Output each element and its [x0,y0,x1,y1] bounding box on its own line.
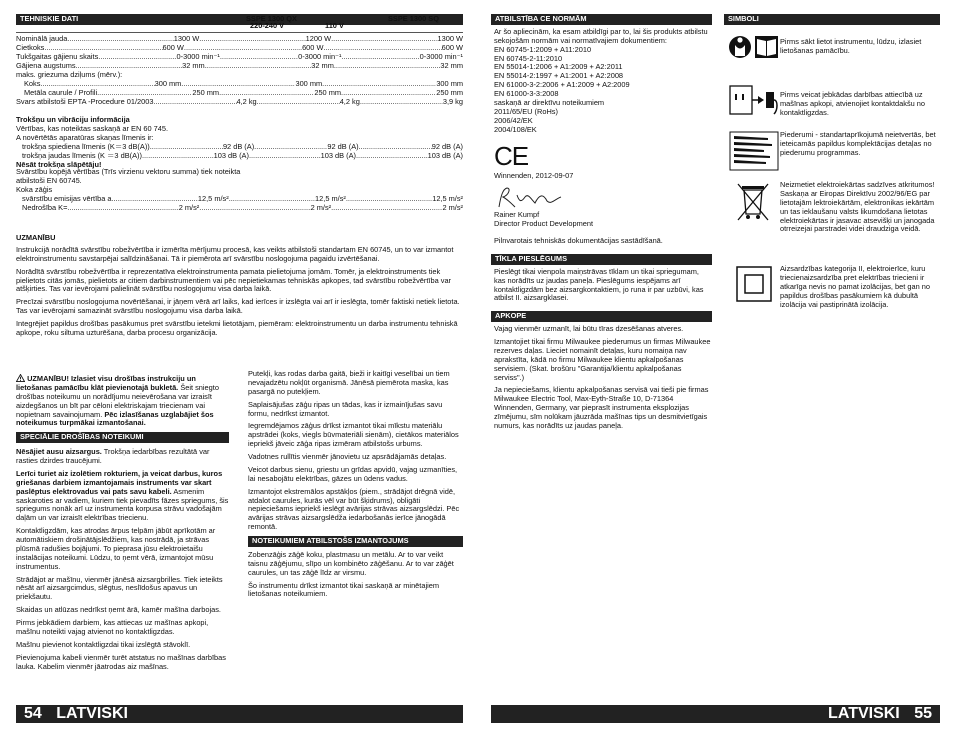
vibration-intro: Svārstību kopējā vērtības (Trīs virzienu vektoru summa) tiek noteikta atbilstoši EN 60745. [16,167,241,185]
spec-table [16,35,463,107]
dust-paragraph: Putekļi, kas rodas darba gaitā, bieži ir kaitīgi veselībai un tiem nevajadzētu nokļūt organismā. Jānēsā piemērota maska, kas pasargā no putekļiem. [248,369,450,396]
spec-row-label: Svars atbilstoši EPTA -Procedure 01/2003 [16,97,154,106]
symbol-text-unplug: Pirms veicat jebkādas darbības attiecībā uz mašīnas apkopi, atvienojiet kontaktdakšu no kontaktligzdas. [780,90,926,117]
ce-norm-item: 2011/65/EU (RoHs) [494,106,558,116]
special-p2-bold: Lerīci turiet aiz izolētiem rokturiem, ja veicat darbus, kuros griešanas darbiem izmantojamais instruments var skart paslēptus elektrovadus vai pats savu kabeli. [16,468,223,496]
spec-row-leader [199,35,305,44]
noise-row-value-1: 103 dB (A) [213,150,249,160]
right-language: LATVISKI [828,705,900,722]
caution-paragraph-4: Integrējiet papildus drošības pasākumus pret svārstību ietekmi lietotājam, piemēram: elektroinstrumentu un darba instrumentu tehniskā apkope, roku siltuma uzturēšana, darba procesu organizācija. [16,319,458,337]
ce-norms-list [491,46,712,135]
spec-row-value-1: 600 W [162,43,184,52]
spec-row [16,62,463,71]
special-p1-text: Trokšņa iedarbības rezultātā var rasties dzirdes traucējumi. [16,447,210,465]
spec-row [16,35,463,44]
spec-row-leader [67,35,173,44]
special-paragraph-3: Kontaktligzdām, kas atrodas ārpus telpām jābūt aprīkotām ar automātiskiem drošinātājslēdžiem, kas nostrādā, ja strāvas plūsmā radušies bojājumi. To pieprasa jūsu elektroietaišu instalācijas noteikumi. Lūdzu, to ņemt vērā, izmantojot mūsu instrumentus. [16,526,216,571]
spec-row-value-2: 300 mm [295,79,323,88]
spec-row-heading: maks. griezuma dziļums (mērv.): [16,71,123,79]
symbol-text-class-ii: Aizsardzības kategorija II, elektroierīce, kuru triecienaizsardzība pret elektrības triecieni ir atkarīga nevis no pamat izolācijas, bet gan no papildus drošības pasākumiem kā dubultā izolācija vai pastiprinātā izolācija. [780,264,930,309]
maintenance-title: APKOPE [495,311,527,321]
spec-row-value-3: 300 mm [436,79,464,88]
spec-row [16,98,463,107]
noise-row-leader [249,152,321,161]
special-safety-header [16,432,229,443]
left-language: LATVISKI [56,705,128,722]
hearing-protection-note: Nēsāt trokšņa slāpētāju! [16,159,102,169]
vibration-row-value-1: 12,5 m/s² [197,193,229,203]
spec-row-value-2: 32 mm [311,61,334,70]
right-footer-bar [491,705,940,723]
special-paragraph-8: Pievienojuma kabeli vienmēr turēt atstatus no mašīnas darbības lauka. Kabelim vienmēr jāatrodas aiz mašīnas. [16,652,226,671]
caution-paragraph-2: Norādītā svārstību robežvērtība ir reprezentatīva elektroinstrumenta pamata pielietojuma jomām. Tomēr, ja elektroinstruments tiek pielietots citās jomās, pielietots ar citiem darbinstrumentiem vai pēc nepietiekamas tehniskās apkopes, tad svārstību robežvērtība var atšķirties. Tas var ievērojami palielināt svārstību noslogojumu visa darba laikā. [16,266,452,294]
spec-row-label: Nominālā jauda [16,34,68,43]
intended-paragraph-1: Zobenzāģis zāģē koku, plastmasu un metālu. Ar to var veikt taisnu zāģējumu, slīpo un kombinēto zāģēšanu. Ar to var zāģēt caurules, un tas zāģē līdz ar virsmu. [248,549,454,577]
caution-paragraph-3: Precīzai svārstību noslogojuma novērtēšanai, ir jāņem vērā arī laiks, kad ierīces ir izslēgta vai arī ir ieslēgta, tomēr faktiski netiek lietota. Tas var ievērojami samazināt svārstību noslogojumu visa darba laikā. [16,297,460,316]
tech-divider [16,32,463,33]
ce-norm-item: saskaņā ar direktīvu noteikumiem [494,97,605,107]
right-page-number: 55 [914,705,932,722]
ce-norm-item: EN 61000-3-2:2006 + A1:2009 + A2:2009 [494,80,630,90]
vibration-row-leader [229,195,315,204]
vibration-row [16,204,463,213]
vibration-row-leader [331,204,442,213]
mains-header [491,254,712,265]
symbols-header [724,14,940,25]
vibration-row-leader [67,204,178,213]
vibration-row-value-1: 2 m/s² [178,202,200,212]
ce-title: ATBILSTĪBA CE NORMĀM [495,14,587,23]
spec-row-leader [331,35,437,44]
vibration-rows [16,195,463,213]
spec-row-leader [360,98,443,107]
ce-norm-item: EN 55014-2:1997 + A1:2001 + A2:2008 [494,71,624,81]
vibration-row-label: svārstību emisijas vērtība a [22,193,112,203]
ce-norm-item: 2004/108/EK [494,124,537,134]
spec-row-value-3: 3,9 kg [442,97,463,106]
spec-row-value-3: 600 W [441,43,463,52]
warning-paragraph [16,374,229,428]
warning-text: Šeit sniegto drošības noteikumu un norādījumu neievērošana var izraisīt aizdegšanos un bīt par cēloni elektriskajam triecienam vai nopietnam savainojumam. [16,382,219,419]
class-ii-icon [728,264,780,304]
maintenance-paragraph-2: Izmantojiet tikai firmu Milwaukee piederumus un firmas Milwaukee rezerves daļas. Lieciet nomainīt detaļas, kuru nomaiņa nav aprakstīta, kādā no firmu Milwaukee klientu apkalpošanas servisiem. (Skat. brošūru "Garantija/klientu apkalpošanas serviss".) [494,337,711,382]
spec-row-value-3: 0-3000 min⁻¹ [419,52,463,61]
ce-norm-item: 2006/42/EK [494,115,533,125]
spec-row-value-3: 1300 W [437,34,463,43]
weee-bin-icon [728,180,780,224]
vibration-row-value-3: 2 m/s² [442,202,463,212]
signature-image [495,185,575,211]
spec-row-leader [220,53,298,62]
noise-row-value-2: 92 dB (A) [327,141,359,151]
model-col3-name: SSPE 1300 SQ [388,14,439,23]
noise-row-leader [359,143,432,152]
caution-paragraph-1: Instrukcijā norādītā svārstību robežvērtība ir izmērīta mērījumu procesā, kas veikts atbilstoši standartam EN 60745, un to var izmantot elektroinstrumentu savstarpējai salīdzināšanai. Tā ir piemērota arī svārstību noslogojuma pagaidu izvērtēšanai. [16,244,454,263]
spec-row-value-2: 4,2 kg [339,97,360,106]
special-paragraph-1 [16,448,229,466]
spec-row [16,53,463,62]
symbol-text-weee: Neizmetiet elektroiekārtas sadzīves atkritumos! Saskaņa ar Eiropas Direktīvu 2002/96/EG par lietotajām lektroiekārtām, elektronikas iekārtām un tas ieklaušanu valsts likumdošana lietotas elektroiekārtas ir jasavac atsevišķi un janogada otrreizejai parstradei videi draudziga veidā. [780,180,935,234]
ce-norm-item: EN 61000-3-3:2008 [494,89,559,98]
model-col1-voltage: 220-240 V [250,21,285,30]
vibration-row [16,195,463,204]
ce-norm-item: EN 55014-1:2006 + A1:2009 + A2:2011 [494,62,623,72]
caution-section [16,234,463,342]
signer-title: Director Product Development [494,219,593,229]
noise-row-leader [356,152,428,161]
vibration-row-leader [199,204,310,213]
spec-row-leader [341,53,419,62]
safety-column-left [16,374,229,675]
saw-blades-icon [728,130,780,172]
spec-row-value-1: 1300 W [173,34,200,43]
noise-row-leader [142,152,214,161]
noise-section [16,116,463,170]
extreme-paragraph: Izmantojot ekstremālos apstākļos (piem., strādājot drēgnā vidē, atdalot caurules, kurās vēl var būt šķidrums), obligāti nepieciešams iepriekš ieslēgt avārijas strāvas aizsargslēdzi. Pēc avārijas strāvas aizsargslēdža iedarbošanās ierīce jānogādā remontā. [248,486,460,532]
spec-row-value-1: 250 mm [192,88,220,97]
unplug-icon [728,82,780,118]
symbols-title: SIMBOLI [728,14,759,23]
ce-mark-text: CE [494,141,529,172]
spec-row-label: Cietkoks [16,43,45,52]
mains-title: TĪKLA PIESLĒGUMS [495,253,567,263]
intended-use-title: NOTEIKUMIEM ATBILSTOŠS IZMANTOJUMS [252,536,409,545]
ce-column [491,14,712,435]
vibration-row-label: Nedrošība K= [22,202,68,212]
symbol-text-read-manual: Pirms sākt lietot instrumentu, lūdzu, izlasiet lietošanas pamācību. [780,37,922,55]
tech-data-title: TEHNISKIE DATI [20,14,79,23]
noise-row-leader [254,143,327,152]
spec-row-leader [76,62,183,71]
model-col1-name: SSPE 1300 QX [246,14,297,23]
spec-row-label: Gājiena augstums [16,61,76,70]
noise-row-value-2: 103 dB (A) [320,150,356,160]
spec-row-leader [98,53,176,62]
warning-triangle-icon [16,374,25,382]
special-p2-text: Asmenim saskaroties ar vadiem, kuriem tiek pievadīts fāzes spriegums, šis spriegums nonāk arī uz instrumenta korpusa strāvu vadošajām daļām un var izraisīt elektrības triecienu. [16,486,229,523]
read-manual-icon [728,30,780,64]
authorized-text: Pilnvarotais tehniskās dokumentācijas sastādīšanā. [494,236,663,245]
noise-intro-1: Vērtības, kas noteiktas saskaņā ar EN 60 745. [16,123,169,133]
place-date: Winnenden, 2012-09-07 [494,171,574,181]
spec-row-label: Koks [24,79,41,88]
noise-intro-2: A novērtētās aparatūras skaņas līmenis ir: [16,132,154,142]
vibration-row-value-2: 2 m/s² [310,202,332,212]
symbol-text-accessories: Piederumi - standartaprīkojumā neietvertās, bet ieteicamās papildus komplektācijas detaļas no piederumu programmas. [780,130,936,157]
noise-row-value-3: 92 dB (A) [431,141,464,151]
intended-paragraph-2: Šo instrumentu drīkst izmantot tikai saskaņā ar minētajiem lietošanas noteikumiem. [248,580,440,599]
spec-row-leader [205,62,312,71]
left-page-number: 54 [24,705,42,722]
spec-row-value-2: 1200 W [305,34,332,43]
special-paragraph-2 [16,470,229,523]
vibration-row-value-3: 12,5 m/s² [432,193,464,203]
ce-header [491,14,712,25]
roller-paragraph: Vadotnes rullītis vienmēr jānovietu uz apsrādājamās detaļas. [248,452,447,461]
vibration-row-value-2: 12,5 m/s² [315,193,346,203]
spec-row-value-1: 300 mm [154,79,182,88]
noise-row-label: trokšņa spiediena līmenis (K＝3 dB(A)) [22,141,150,151]
warning-bold: UZMANĪBU! Izlasiet visu drošības instrukciju un lietošanas pamācību klāt pievienotajā bukletā. [16,374,196,392]
spec-row-leader [257,98,340,107]
spec-row-leader [219,89,314,98]
spec-row-value-2: 0-3000 min⁻¹ [298,52,342,61]
spec-row-value-2: 600 W [302,43,324,52]
spec-row-leader [334,62,441,71]
noise-row-value-3: 103 dB (A) [427,150,463,160]
left-footer-bar [16,705,463,723]
special-safety-title: SPECIĀLIE DROŠĪBAS NOTEIKUMI [20,432,144,442]
spec-row-value-1: 32 mm [182,61,205,70]
ce-mark [494,141,712,172]
vibration-section [16,168,463,213]
vibration-wood-saw: Koka zāģis [16,184,53,194]
special-paragraph-5: Skaidas un atlūzas nedrīkst ņemt ārā, kamēr mašīna darbojas. [16,605,221,615]
signer-name: Rainer Kumpf [494,210,540,220]
blades-paragraph: Saplaisājušas zāģu ripas un tādas, kas ir izmainījušas savu formu, nedrīkst izmantot. [248,399,443,418]
spec-row-leader [153,98,236,107]
spec-row-label: Tukšgaitas gājienu skaits [16,52,99,61]
special-paragraph-4: Strādājot ar mašīnu, vienmēr jānēsā aizsargbrilles. Tiek ieteikts nēsāt arī aizsargcimdus, slēgtus, neslīdošus apavus un priekšautu. [16,574,223,602]
maintenance-paragraph-1: Vajag vienmēr uzmanīt, lai būtu tīras dzesēšanas atveres. [494,324,684,334]
ce-norm-item: EN 60745-1:2009 + A11:2010 [494,44,592,54]
noise-row-leader [150,143,223,152]
noise-row-value-1: 92 dB (A) [222,141,255,151]
spec-row-value-2: 250 mm [314,88,342,97]
spec-row-label: Metāla caurule / Profili [24,88,98,97]
safety-column-right [248,370,463,603]
spec-row-value-1: 0-3000 min⁻¹ [176,52,220,61]
noise-title: Trokšņu un vibrāciju informācija [16,115,130,124]
ce-intro: Ar šo apliecinām, ka esam atbildīgi par to, lai šis produkts atbilstu sekojošām normām vai normatīvajiem dokumentiem: [494,26,708,45]
warning-keep: Pēc izlasīšanas uzglabājiet šos noteikumus turpmākai izmantošanai. [16,409,214,428]
spec-row-value-3: 32 mm [440,61,463,70]
special-paragraph-7: Mašīnu pievienot kontaktligzdai tikai izslēgtā stāvoklī. [16,639,191,649]
ce-norm-item: EN 60745-2-11:2010 [494,53,563,63]
intended-use-header [248,536,463,547]
noise-row-label: trokšņa jaudas līmenis (K ＝3 dB(A)) [22,150,142,160]
plunge-paragraph: Iegremdējamos zāģus drīkst izmantot tikai mīkstu materiālu apstrādei (koks, viegls būvmateriāli sienām), cietākos materiālos iepriekš jāveic zāģa ripas izmēram atbilstošs urbums. [248,421,459,449]
caution-title: UZMANĪBU [16,233,56,242]
maintenance-paragraph-3: Ja nepieciešams, klientu apkalpošanas servisā vai tieši pie firmas Milwaukee Electric Tool, Max-Eyth-Straße 10, D-71364 Winnenden, Germany, var pieprasīt instrumenta eksplozijas zīmējumu, sīm nolūkam jāuzrāda mašīnas tips un desmitvietīgais numurs, kas norādīts uz jaudas paneļa. [494,385,709,430]
maintenance-header [491,311,712,322]
special-paragraph-6: Pirms jebkādiem darbiem, kas attiecas uz mašīnas apkopi, mašīnu noteikti vajag atvienot no kontaktligzdas. [16,618,209,636]
noise-rows [16,143,463,161]
special-p1-bold: Nēsājiet ausu aizsargus. [16,447,102,457]
mains-text: Pieslēgt tikai vienpola maiņstrāvas tīklam un tikai spriegumam, kas norādīts uz jaudas paneļa. Pieslēgums iespējams arī kontaktligzdām bez aizsargkontaktiem, jo runa ir par uzbūvi, kas atbilst II. aizsargklasei. [494,266,704,303]
spec-row-value-1: 4,2 kg [236,97,257,106]
vibration-row-leader [346,195,432,204]
spec-row-value-3: 250 mm [436,88,463,97]
cables-paragraph: Veicot darbus sienu, griestu un grīdas apvidū, vajag uzmanīties, lai nesabojātu elektrības, gāzes un ūdens vadus. [248,464,458,483]
model-col2-voltage: 110 V [325,21,344,30]
